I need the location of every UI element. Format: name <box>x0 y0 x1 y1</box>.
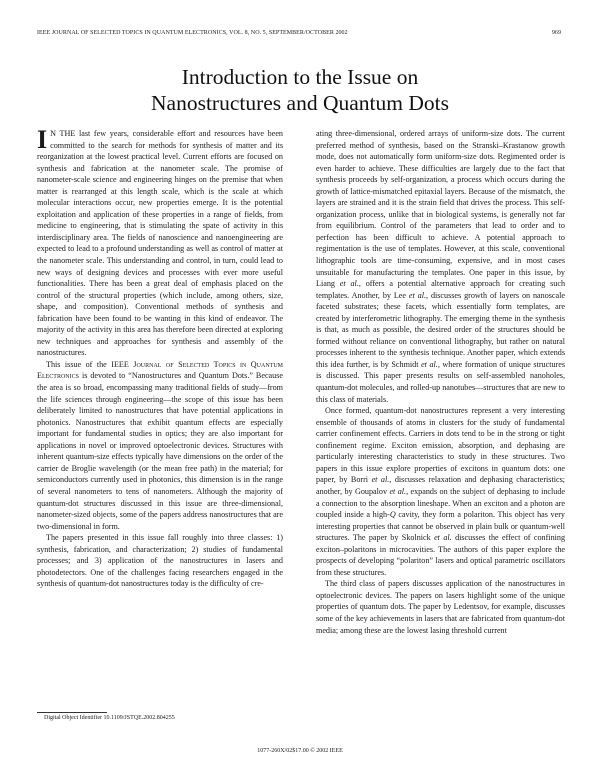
citation-etal: et al. <box>421 359 438 369</box>
q-factor-symbol: Q <box>389 510 396 520</box>
paragraph-1 <box>37 125 283 359</box>
paragraph-3-continued <box>316 128 565 405</box>
right-column <box>316 128 565 636</box>
paragraph-text: , discusses growth of layers on nanoscale faceted substrates; these facets, which essentially form templates, are created by interferometric lithography. The emerging theme in the synthesis is that, as much as possible, the desired order of the structures should be formed without reliance on conventional lithography, but rather on natural processes inherent to the synthesis technique. Another paper, which extends this idea further, is by Schmidt <box>316 290 565 369</box>
left-column <box>37 125 283 590</box>
title-line-2: Nanostructures and Quantum Dots <box>151 91 449 115</box>
citation-etal: et al. <box>371 475 390 485</box>
paragraph-3 <box>37 532 283 590</box>
doi-footnote: Digital Object Identifier 10.1109/JSTQE.2002.804255 <box>44 715 175 721</box>
copyright-line: 1077-260X/02$17.00 © 2002 IEEE <box>257 748 343 754</box>
paragraph-text: discusses the effect of confining exciton–polaritons in microcavities. The authors of this paper explore the prospects of developing “polariton” lasers and optical parametric oscillators from these structures. <box>316 533 566 577</box>
lead-in: N THE <box>50 129 76 138</box>
paragraph-text: is devoted to “Nanostructures and Quantum Dots.” Because the area is so broad, encompassing many traditional fields of study—from the life sciences through engineering—the scope of this issue has been deliberately limited to nanostructures that have potential applications in photonics. Nanostructures that exhibit quantum effects are especially important for fundamental studies in optics; they are also important for applications in novel or improved optoelectronic devices. Structures with inherent quantum-size effects typically have dimensions on the order of the carrier de Broglie wavelength (or the mean free path) in the material; for semiconductors currently used in photonics, this dimension is in the range of several nanometers to tens of nanometers. Although the majority of quantum-dot structures discussed in this issue are three-dimensional, nanometer-sized objects, some of the papers address nanostructures that are two-dimensional in form. <box>37 371 283 531</box>
citation-etal: et al. <box>434 533 452 543</box>
title-line-1: Introduction to the Issue on <box>181 65 419 89</box>
article-title <box>0 64 600 116</box>
paragraph-5 <box>316 578 565 636</box>
paragraph-4 <box>316 405 565 578</box>
paragraph-text: , expands on the subject of dephasing to include a connection to the absorption lineshape. When an exciton and a photon are coupled inside a high- <box>316 486 565 520</box>
paragraph-text: , where formation of unique structures is discussed. This paper presents results on self-assembled nanoholes, quantum-dot molecules, and rolled-up nanotubes—structures that are new to this class of materials. <box>316 359 566 404</box>
page-number: 969 <box>551 30 561 36</box>
citation-etal: et al. <box>339 279 359 289</box>
journal-header: IEEE JOURNAL OF SELECTED TOPICS IN QUANTUM ELECTRONICS, VOL. 8, NO. 5, SEPTEMBER/OCTOBER 2002 <box>37 30 348 36</box>
footnote-divider <box>37 712 107 713</box>
paragraph-text: This issue of the <box>46 359 112 369</box>
drop-cap: I <box>37 125 48 154</box>
paragraph-text: last few years, considerable effort and resources have been committed to the search for methods for synthesis of matter and its reorganization at the lowest practical level. Current efforts are focused on synthesis and fabrication at the nanometer scale. The promise of nanometer-scale science and engineering hinges on the premise that when matter is rearranged at this length scale, which is the scale at which molecular interactions occur, new properties emerge. It is the potential exploitation and application of these properties in a range of fields, from medicine to engineering, that is stimulating the spate of activity in this interdisciplinary area. The fields of nanoscience and nanoengineering are expected to lead to a profound understanding as well as control of matter at the nanometer scale. This understanding and control, in turn, could lead to new ways of designing devices and processes with ever more useful functionalities. There has been a great deal of emphasis placed on the control of the structural properties (which include, among others, size, shape, and composition). Conventional methods of synthesis and fabrication have been found to be wanting in this kind of endeavor. The majority of the activity in this area has therefore been directed at exploring new techniques and approaches for synthesis and assembly of the nanostructures. <box>37 129 283 358</box>
paragraph-text: , discusses relaxation and dephasing characteristics; another, by Goupalov <box>316 475 566 496</box>
paragraph-text: ating three-dimensional, ordered arrays of uniform-size dots. The current preferred method of synthesis, based on the Stranski–Krastanow growth mode, does not automatically form uniform-size dots. Regimented order is even harder to achieve. These difficulties are largely due to the fact that synthesis proceeds by self-organization, a process which occurs during the growth of lattice-mismatched epitaxial layers. Because of the mismatch, the layers are strained and it is the strain field that drives the process. This self-organization process, unlike that in biological systems, is generally not far from equilibrium. Control of the parameters that lead to order and to perfection has been difficult to achieve. A potential approach to regimentation is the use of templates. However, at this scale, conventional lithographic tools are time-consuming, expensive, and in most cases unsuitable for manufacturing the templates. One paper in this issue, by Liang <box>316 129 565 289</box>
citation-etal: et al. <box>408 290 427 300</box>
running-head <box>37 30 565 42</box>
citation-etal: et al. <box>389 486 407 496</box>
paragraph-2 <box>37 359 283 532</box>
paragraph-text: The third class of papers discusses application of the nanostructures in optoelectronic devices. The papers on lasers highlight some of the unique properties of quantum dots. The paper by Ledentsov, for example, discusses some of the key achievements in lasers that are fabricated from quantum-dot media; among these are the lowest lasing threshold current <box>316 579 565 635</box>
journal-name: IEEE Journal of Selected Topics in Quantum Electronics <box>37 359 283 381</box>
paragraph-text: , offers a potential alternative approach for creating such templates. Another, by Lee <box>316 279 566 300</box>
paragraph-text: Once formed, quantum-dot nanostructures represent a very interesting ensemble of thousands of atoms in clusters for the study of fundamental carrier confinement effects. Carriers in dots tend to be in the strong or tight confinement regime. Exciton emission, absorption, and dephasing are particularly interesting characteristics to study in these structures. Two papers in this issue explore properties of excitons in quantum dots: one paper, by Borri <box>316 406 565 485</box>
paragraph-text: cavity, they form a polariton. This object has very interesting properties that cannot be observed in plain bulk or quantum-well structures. The paper by Skolnick <box>316 510 565 543</box>
paragraph-text: The papers presented in this issue fall roughly into three classes: 1) synthesis, fabrication, and characterization; 2) studies of fundamental processes; and 3) application of the nanostructures in lasers and photodetectors. One of the challenges facing researchers engaged in the synthesis of quantum-dot nanostructures today is the difficulty of cre- <box>37 533 283 589</box>
